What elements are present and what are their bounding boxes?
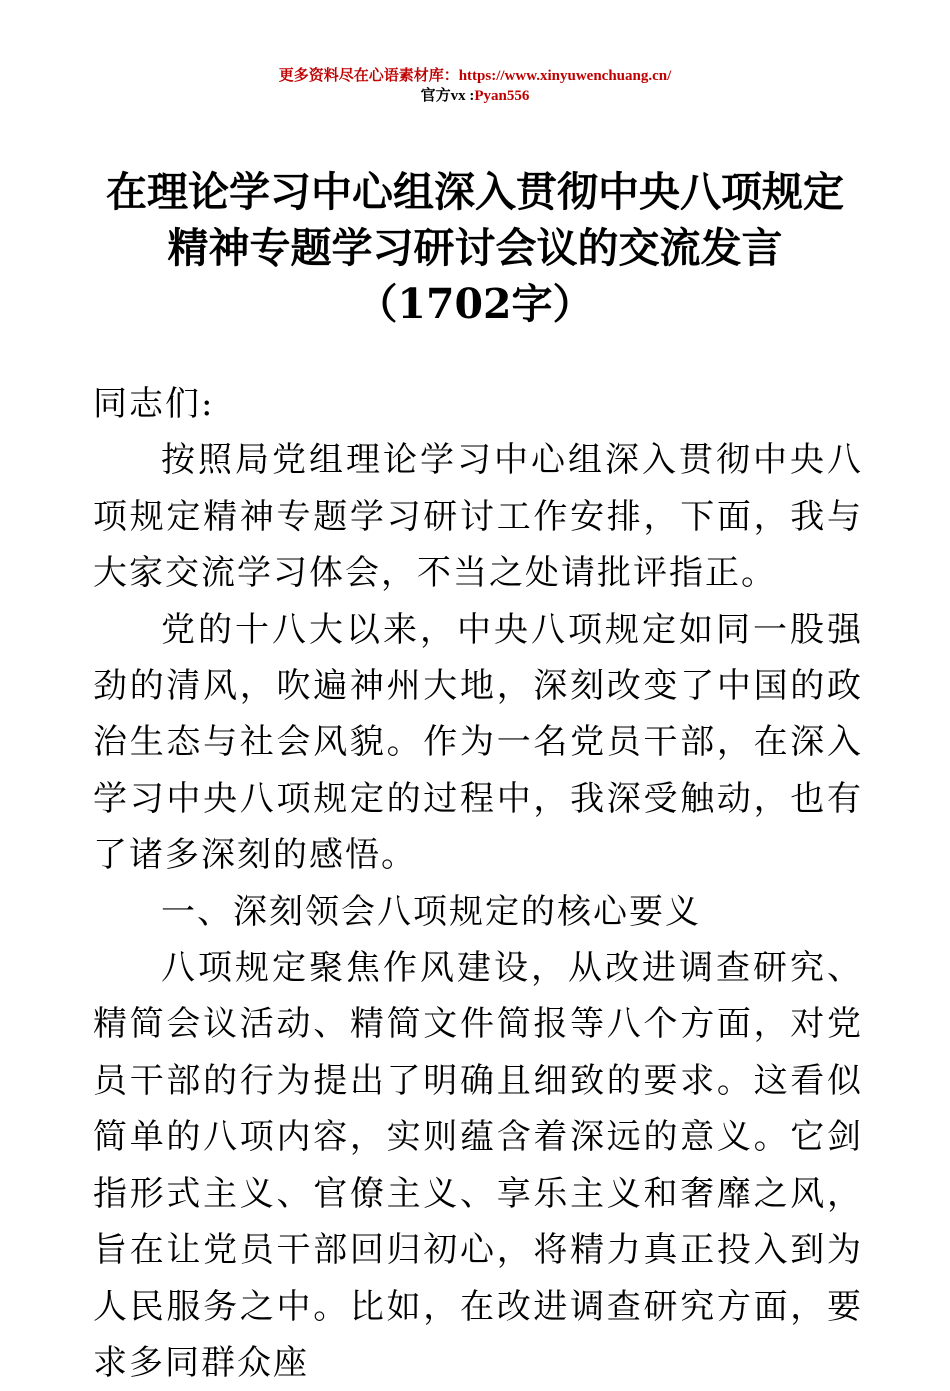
- document-title: 在理论学习中心组深入贯彻中央八项规定精神专题学习研讨会议的交流发言（1702字）: [106, 168, 844, 328]
- paragraph: 按照局党组理论学习中心组深入贯彻中央八项规定精神专题学习研讨工作安排，下面，我与大家交流学习体会，不当之处请批评指正。: [93, 440, 863, 594]
- paragraph: 八项规定聚焦作风建设，从改进调查研究、精简会议活动、精简文件简报等八个方面，对党员干部的行为提出了明确且细致的要求。这看似简单的八项内容，实则蕴含着深远的意义。它剑指形式主义、官僚主义、享乐主义和奢靡之风，旨在让党员干部回归初心，将精力真正投入到为人民服务之中。比如，在改进调查研究方面，要求多同群众座: [93, 948, 863, 1383]
- salutation: 同志们:: [93, 384, 215, 424]
- paragraph: 党的十八大以来，中央八项规定如同一股强劲的清风，吹遍神州大地，深刻改变了中国的政治生态与社会风貌。作为一名党员干部，在深入学习中央八项规定的过程中，我深受触动，也有了诸多深刻的感悟。: [93, 609, 863, 876]
- header-line-1: [0, 66, 950, 86]
- header-source-text: 更多资料尽在心语素材库：: [278, 68, 459, 84]
- source-header: [0, 66, 950, 106]
- header-wechat-id: Pyan556: [474, 88, 530, 104]
- header-source-url[interactable]: https://www.xinyuwenchuang.cn/: [458, 68, 672, 84]
- section-heading: 一、深刻领会八项规定的核心要义: [161, 891, 701, 932]
- header-wechat-label: 官方vx :: [420, 88, 475, 104]
- header-line-2: [0, 86, 950, 106]
- document-body: [93, 376, 863, 1391]
